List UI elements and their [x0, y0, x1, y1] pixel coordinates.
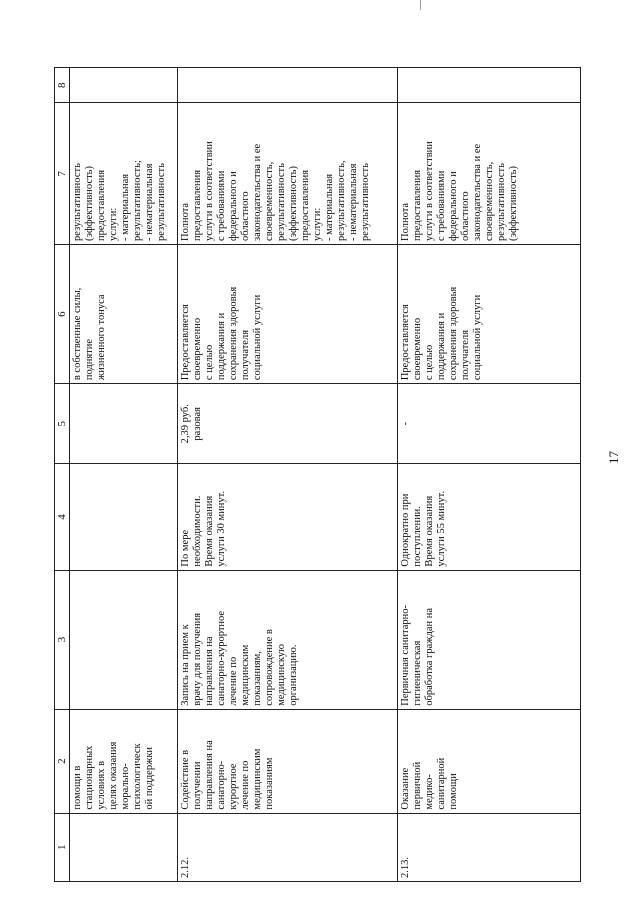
cell-conditions: в собственные силы, поднятие жизненного тонуса [70, 244, 178, 383]
cell-description: Запись на прием к врачу для получения направления на санаторно-курортное лечение по медицинским показаниям, сопровождение в медицинскую организацию. [178, 570, 398, 709]
header-cell: 7 [55, 103, 70, 245]
cell-conditions: Предоставляется своевременно с целью поддержания и сохранения здоровья получателя социальной услуги [178, 244, 398, 383]
cell-service-name: Оказание первичной медико- санитарной помощи [398, 709, 581, 813]
table-row-continued [70, 68, 178, 882]
cell-service-name: Содействие в получении направления на санаторно- курортное лечение по медицинским показаниям [178, 709, 398, 813]
cell-num [70, 813, 178, 881]
cell-conditions: Предоставляется своевременно с целью поддержания и сохранения здоровья получателя социальной услуги [398, 244, 581, 383]
cell-num: 2.12. [178, 813, 398, 881]
cell-price [70, 384, 178, 464]
cell-notes [178, 68, 398, 103]
header-row [55, 68, 70, 882]
header-cell: 4 [55, 464, 70, 570]
header-cell: 6 [55, 244, 70, 383]
cell-num: 2.13. [398, 813, 581, 881]
services-table [54, 67, 581, 882]
cell-description: Первичная санитарно- гигиеническая обработка граждан на [398, 570, 581, 709]
cell-quality: результативность (эффективность) предоставления услуги: - материальная результативность; - нематериальная результативность [70, 103, 178, 245]
header-cell: 2 [55, 709, 70, 813]
header-cell: 5 [55, 384, 70, 464]
cell-timing: По мере необходимости. Время оказания услуги 30 минут. [178, 464, 398, 570]
header-cell: 1 [55, 813, 70, 881]
cell-notes [70, 68, 178, 103]
cell-timing: Однократно при поступлении. Время оказания услуги 55 минут. [398, 464, 581, 570]
cell-quality: Полнота предоставления услуги в соответствии с требованиями федерального и областного законодательства и ее своевременность, результативность (эффективность) [398, 103, 581, 245]
cell-quality: Полнота предоставления услуги в соответствии с требованиями федерального и областного законодательства и ее своевременность, результативность (эффективность) предоставления услуги: - материальная результативность, - нематериальная результативность [178, 103, 398, 245]
page-number: 17 [606, 451, 621, 464]
header-cell: 3 [55, 570, 70, 709]
table-row-2-13 [398, 68, 581, 882]
header-cell: 8 [55, 68, 70, 103]
cell-timing [70, 464, 178, 570]
cell-price: 2,39 руб. разовая [178, 384, 398, 464]
cell-notes [398, 68, 581, 103]
cell-service-name: помощи в стационарных условиях в целях оказания морально- психологическ ой поддержки [70, 709, 178, 813]
table-row-2-12 [178, 68, 398, 882]
cell-price: - [398, 384, 581, 464]
cell-description [70, 570, 178, 709]
